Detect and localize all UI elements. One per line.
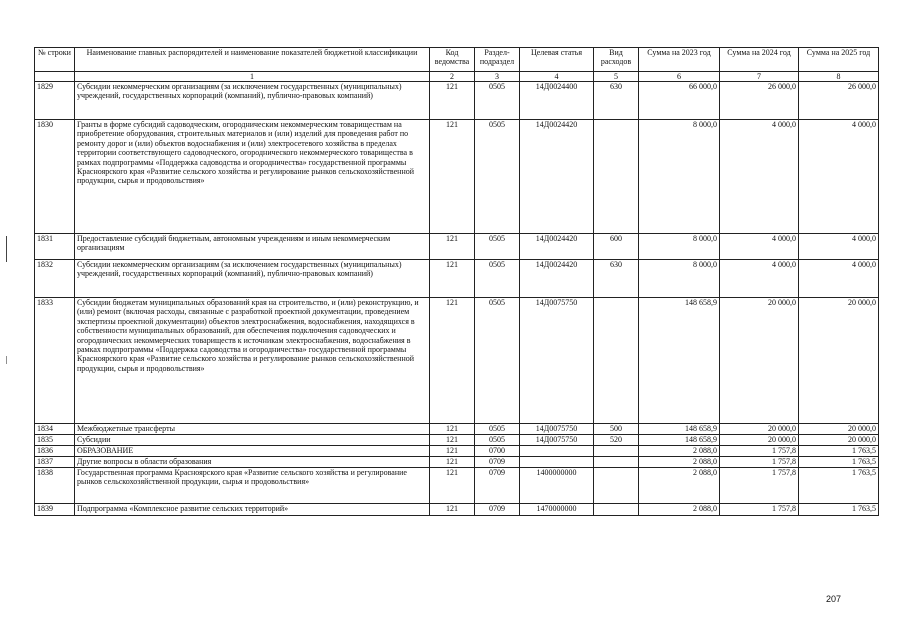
row-sum-2024: 4 000,0: [720, 260, 799, 298]
header-section: Раздел-подраздел: [475, 48, 520, 72]
row-number: 1833: [35, 298, 75, 424]
row-exp-type: [594, 468, 639, 504]
header-sum-2025: Сумма на 2025 год: [799, 48, 879, 72]
row-name: Субсидии бюджетам муниципальных образований края на строительство, и (или) реконструкцию, и (или) ремонт (включая расходы, связанные с разработкой проектной документации, проведением экспертизы проектной документации) объектов электроснабжения, водоснабжения, находящихся в собственности муниципальных образований, для обеспечения подключения садоводческих и огороднических некоммерческих товариществ к источникам электроснабжения, водоснабжения в рамках подпрограммы «Поддержка садоводства и огородничества» государственной программы Красноярского края «Развитие сельского хозяйства и регулирование рынков сельскохозяйственной продукции, сырья и продовольствия»: [75, 298, 430, 424]
row-section: 0505: [475, 234, 520, 260]
row-target: 14Д0024420: [520, 260, 594, 298]
table-row: [35, 260, 879, 298]
row-sum-2023: 2 088,0: [639, 457, 720, 468]
row-target: 1470000000: [520, 504, 594, 516]
row-section: 0700: [475, 446, 520, 457]
row-name: Предоставление субсидий бюджетным, автономным учреждениям и иным некоммерческим организациям: [75, 234, 430, 260]
row-target: 14Д0024420: [520, 120, 594, 234]
row-dept-code: 121: [430, 435, 475, 446]
column-number: 5: [594, 72, 639, 82]
row-sum-2023: 8 000,0: [639, 234, 720, 260]
table-row: [35, 298, 879, 424]
table-row: [35, 120, 879, 234]
row-sum-2024: 4 000,0: [720, 234, 799, 260]
row-sum-2024: 1 757,8: [720, 457, 799, 468]
row-target: 14Д0075750: [520, 424, 594, 435]
row-sum-2024: 1 757,8: [720, 446, 799, 457]
row-dept-code: 121: [430, 234, 475, 260]
row-sum-2024: 20 000,0: [720, 298, 799, 424]
row-section: 0505: [475, 435, 520, 446]
table-row: [35, 234, 879, 260]
row-number: 1830: [35, 120, 75, 234]
row-section: 0709: [475, 457, 520, 468]
row-sum-2024: 1 757,8: [720, 504, 799, 516]
row-number: 1838: [35, 468, 75, 504]
row-sum-2023: 66 000,0: [639, 82, 720, 120]
row-name: Другие вопросы в области образования: [75, 457, 430, 468]
column-number: 3: [475, 72, 520, 82]
page-number: 207: [826, 594, 842, 604]
row-target: 14Д0024420: [520, 234, 594, 260]
table-row: [35, 468, 879, 504]
row-number: 1837: [35, 457, 75, 468]
row-section: 0505: [475, 298, 520, 424]
row-name: ОБРАЗОВАНИЕ: [75, 446, 430, 457]
row-number: 1839: [35, 504, 75, 516]
row-dept-code: 121: [430, 446, 475, 457]
row-number: 1829: [35, 82, 75, 120]
row-dept-code: 121: [430, 260, 475, 298]
row-sum-2024: 1 757,8: [720, 468, 799, 504]
row-name: Субсидии некоммерческим организациям (за исключением государственных (муниципальных) учреждений, государственных корпораций (компаний), публично-правовых компаний): [75, 260, 430, 298]
row-name: Государственная программа Красноярского края «Развитие сельского хозяйства и регулирование рынков сельскохозяйственной продукции, сырья и продовольствия»: [75, 468, 430, 504]
header-row: [35, 48, 879, 72]
row-name: Межбюджетные трансферты: [75, 424, 430, 435]
row-sum-2025: 20 000,0: [799, 435, 879, 446]
header-target: Целевая статья: [520, 48, 594, 72]
column-number: 4: [520, 72, 594, 82]
row-exp-type: 520: [594, 435, 639, 446]
column-number: 6: [639, 72, 720, 82]
row-sum-2024: 20 000,0: [720, 424, 799, 435]
row-sum-2023: 2 088,0: [639, 468, 720, 504]
row-target: 14Д0075750: [520, 435, 594, 446]
header-sum-2024: Сумма на 2024 год: [720, 48, 799, 72]
margin-mark: [6, 356, 7, 364]
row-dept-code: 121: [430, 298, 475, 424]
table-row: [35, 504, 879, 516]
row-sum-2025: 20 000,0: [799, 424, 879, 435]
row-number: 1836: [35, 446, 75, 457]
row-sum-2025: 1 763,5: [799, 457, 879, 468]
budget-table: [34, 47, 879, 516]
table-row: [35, 435, 879, 446]
row-sum-2025: 4 000,0: [799, 260, 879, 298]
table-row: [35, 82, 879, 120]
budget-table-container: [34, 47, 878, 516]
row-sum-2023: 8 000,0: [639, 260, 720, 298]
header-sum-2023: Сумма на 2023 год: [639, 48, 720, 72]
row-target: 14Д0075750: [520, 298, 594, 424]
row-dept-code: 121: [430, 82, 475, 120]
row-section: 0505: [475, 260, 520, 298]
row-name: Субсидии: [75, 435, 430, 446]
row-sum-2024: 4 000,0: [720, 120, 799, 234]
row-dept-code: 121: [430, 468, 475, 504]
row-sum-2025: 1 763,5: [799, 446, 879, 457]
row-sum-2025: 4 000,0: [799, 120, 879, 234]
row-number: 1835: [35, 435, 75, 446]
row-sum-2025: 20 000,0: [799, 298, 879, 424]
row-section: 0505: [475, 424, 520, 435]
row-name: Гранты в форме субсидий садоводческим, огородническим некоммерческим товариществам на приобретение оборудования, строительных материалов и (или) изделий для проведения работ по ремонту дорог и (или) объектов водоснабжения и (или) электросетевого хозяйства в пределах территории соответствующего садоводческого, огороднического некоммерческого товарищества в рамках подпрограммы «Поддержка садоводства и огородничества» государственной программы Красноярского края «Развитие сельского хозяйства и регулирование рынков сельскохозяйственной продукции, сырья и продовольствия»: [75, 120, 430, 234]
row-target: [520, 446, 594, 457]
row-exp-type: 500: [594, 424, 639, 435]
header-name: Наименование главных распорядителей и наименование показателей бюджетной классификации: [75, 48, 430, 72]
row-exp-type: [594, 446, 639, 457]
column-number: 1: [75, 72, 430, 82]
row-sum-2023: 148 658,9: [639, 435, 720, 446]
row-number: 1834: [35, 424, 75, 435]
header-dept-code: Код ведомства: [430, 48, 475, 72]
row-target: 1400000000: [520, 468, 594, 504]
row-exp-type: 630: [594, 260, 639, 298]
row-sum-2025: 4 000,0: [799, 234, 879, 260]
row-sum-2025: 26 000,0: [799, 82, 879, 120]
row-exp-type: [594, 298, 639, 424]
table-row: [35, 457, 879, 468]
row-exp-type: 600: [594, 234, 639, 260]
row-target: 14Д0024400: [520, 82, 594, 120]
column-number: 8: [799, 72, 879, 82]
row-section: 0709: [475, 504, 520, 516]
row-target: [520, 457, 594, 468]
header-exp-type: Вид расходов: [594, 48, 639, 72]
row-exp-type: [594, 120, 639, 234]
row-dept-code: 121: [430, 457, 475, 468]
table-row: [35, 424, 879, 435]
margin-mark: [6, 236, 7, 262]
row-dept-code: 121: [430, 504, 475, 516]
column-number: 2: [430, 72, 475, 82]
table-row: [35, 446, 879, 457]
row-sum-2023: 148 658,9: [639, 424, 720, 435]
row-number: 1832: [35, 260, 75, 298]
row-exp-type: 630: [594, 82, 639, 120]
row-sum-2023: 148 658,9: [639, 298, 720, 424]
row-section: 0505: [475, 120, 520, 234]
row-sum-2023: 2 088,0: [639, 446, 720, 457]
row-sum-2023: 2 088,0: [639, 504, 720, 516]
header-numbers-row: [35, 72, 879, 82]
row-sum-2023: 8 000,0: [639, 120, 720, 234]
row-name: Подпрограмма «Комплексное развитие сельских территорий»: [75, 504, 430, 516]
row-dept-code: 121: [430, 424, 475, 435]
row-section: 0505: [475, 82, 520, 120]
column-number: 7: [720, 72, 799, 82]
row-sum-2024: 20 000,0: [720, 435, 799, 446]
row-sum-2024: 26 000,0: [720, 82, 799, 120]
row-name: Субсидии некоммерческим организациям (за исключением государственных (муниципальных) учреждений, государственных корпораций (компаний), публично-правовых компаний): [75, 82, 430, 120]
row-sum-2025: 1 763,5: [799, 504, 879, 516]
row-exp-type: [594, 504, 639, 516]
row-number: 1831: [35, 234, 75, 260]
header-row-no: № строки: [35, 48, 75, 72]
row-section: 0709: [475, 468, 520, 504]
row-exp-type: [594, 457, 639, 468]
column-number: [35, 72, 75, 82]
row-sum-2025: 1 763,5: [799, 468, 879, 504]
row-dept-code: 121: [430, 120, 475, 234]
